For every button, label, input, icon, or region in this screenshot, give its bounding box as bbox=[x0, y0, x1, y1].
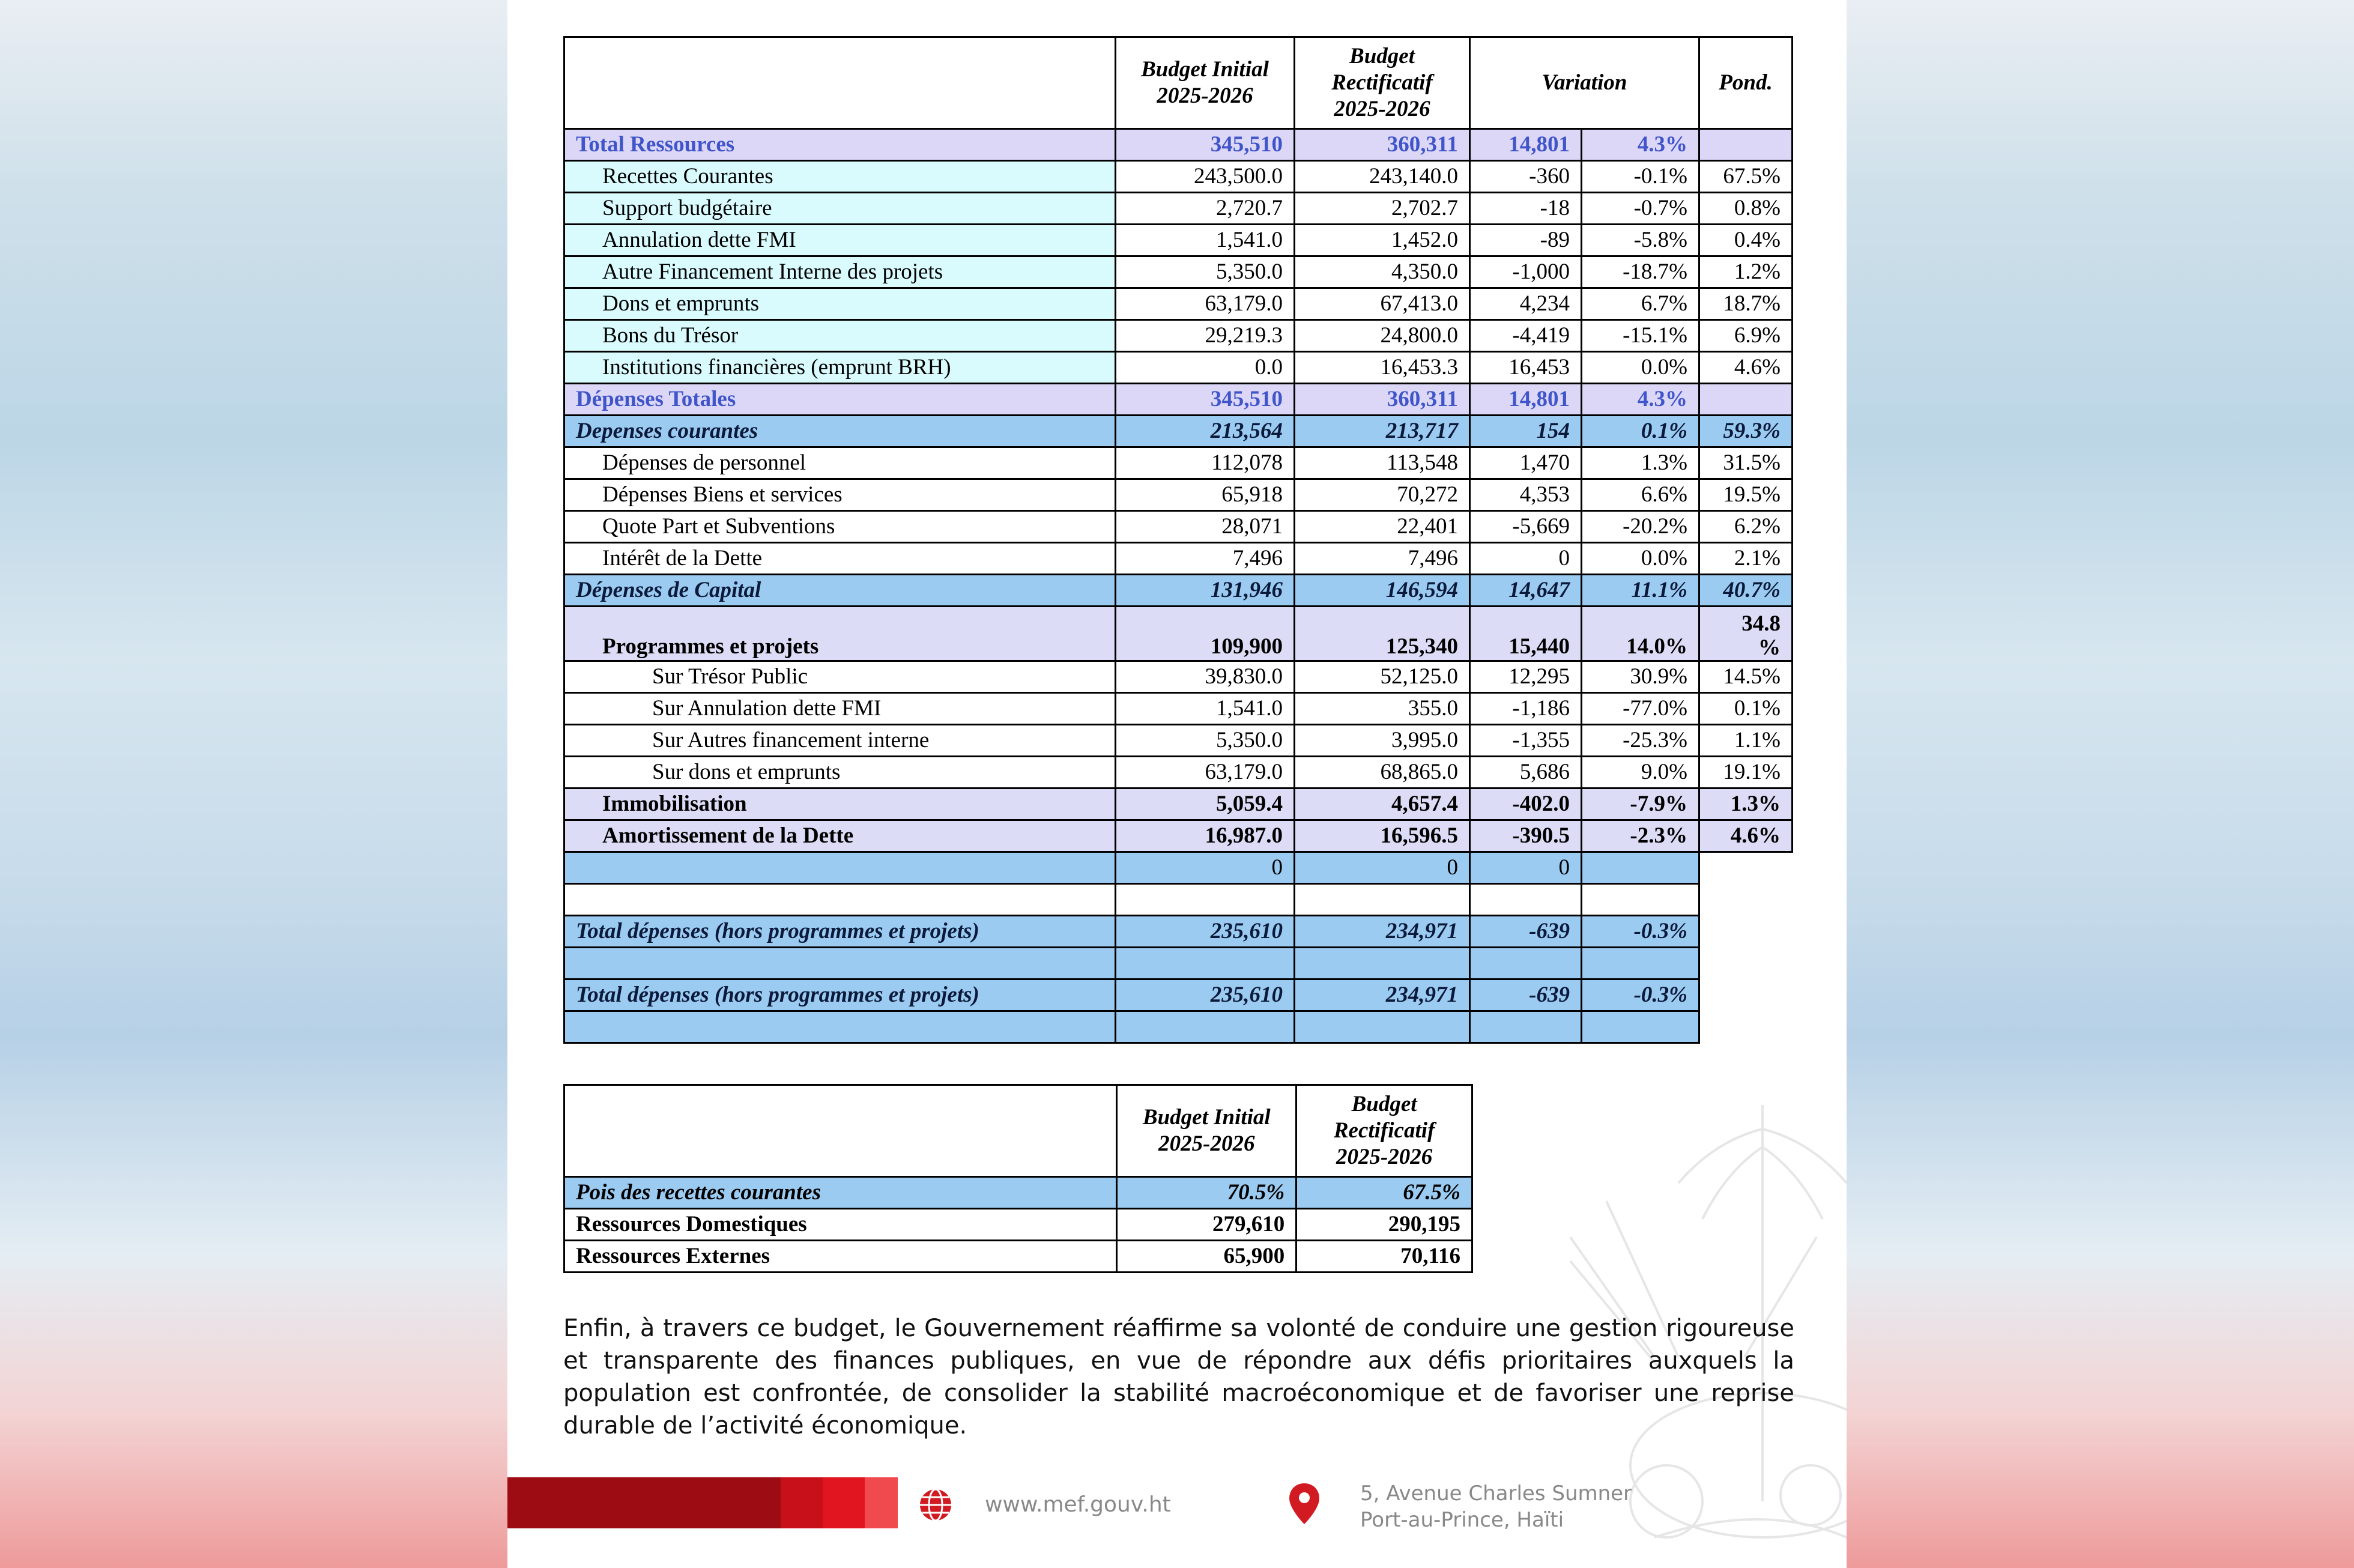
cell-c2: 4,657.4 bbox=[1295, 789, 1470, 820]
table-row bbox=[564, 661, 1793, 693]
cell-c5: 1.2% bbox=[1699, 256, 1793, 288]
row-label: Dons et emprunts bbox=[564, 288, 1116, 320]
row-label: Ressources Externes bbox=[564, 1241, 1117, 1273]
cell-c5: 6.2% bbox=[1699, 511, 1793, 543]
cell-c2: 113,548 bbox=[1295, 447, 1470, 479]
footer-address bbox=[1360, 1480, 1632, 1533]
table-row bbox=[564, 129, 1793, 161]
cell-c4: 0.0% bbox=[1582, 543, 1699, 575]
row-label: Recettes Courantes bbox=[564, 161, 1116, 193]
cell-c3 bbox=[1470, 1011, 1582, 1043]
cell-c3: 154 bbox=[1470, 416, 1582, 447]
cell-c2: 234,971 bbox=[1295, 916, 1470, 948]
cell-c4: 30.9% bbox=[1582, 661, 1699, 693]
cell-c2: 70,272 bbox=[1295, 479, 1470, 511]
footer-color-bar bbox=[865, 1477, 898, 1528]
cell-c1: 16,987.0 bbox=[1116, 820, 1295, 852]
cell-c1 bbox=[1116, 948, 1295, 979]
cell-c5: 14.5% bbox=[1699, 661, 1793, 693]
row-label bbox=[564, 948, 1116, 979]
cell-c2: 2,702.7 bbox=[1295, 193, 1470, 225]
website-link[interactable]: www.mef.gouv.ht bbox=[985, 1492, 1171, 1517]
table2-header-row bbox=[564, 1085, 1472, 1177]
cell-c1: 109,900 bbox=[1116, 607, 1295, 661]
cell-c4: -20.2% bbox=[1582, 511, 1699, 543]
cell-c1: 1,541.0 bbox=[1116, 225, 1295, 256]
row-label: Quote Part et Subventions bbox=[564, 511, 1116, 543]
cell-c1: 39,830.0 bbox=[1116, 661, 1295, 693]
cell-c5 bbox=[1699, 948, 1793, 979]
table-body bbox=[564, 129, 1793, 1043]
cell-c4 bbox=[1582, 884, 1699, 916]
cell-c3: -1,000 bbox=[1470, 256, 1582, 288]
row-label: Dépenses Totales bbox=[564, 384, 1116, 416]
row-label: Total dépenses (hors programmes et projets) bbox=[564, 979, 1116, 1011]
cell-c4: 6.7% bbox=[1582, 288, 1699, 320]
cell-c3: -639 bbox=[1470, 979, 1582, 1011]
row-label: Total dépenses (hors programmes et projets) bbox=[564, 916, 1116, 948]
cell-c2: 3,995.0 bbox=[1295, 725, 1470, 757]
cell-c2: 67,413.0 bbox=[1295, 288, 1470, 320]
cell-c4: 4.3% bbox=[1582, 384, 1699, 416]
cell-c5: 19.5% bbox=[1699, 479, 1793, 511]
cell-c2: 68,865.0 bbox=[1295, 757, 1470, 789]
cell-c5: 4.6% bbox=[1699, 352, 1793, 384]
table-row bbox=[564, 693, 1793, 725]
row-label: Annulation dette FMI bbox=[564, 225, 1116, 256]
cell-c4: -15.1% bbox=[1582, 320, 1699, 352]
cell-c5: 4.6% bbox=[1699, 820, 1793, 852]
header2-label bbox=[564, 1085, 1117, 1177]
table-row bbox=[564, 1011, 1793, 1043]
cell-c5: 67.5% bbox=[1699, 161, 1793, 193]
cell-c2: 16,453.3 bbox=[1295, 352, 1470, 384]
cell-c4 bbox=[1582, 1011, 1699, 1043]
cell-c3: 4,353 bbox=[1470, 479, 1582, 511]
closing-paragraph: Enfin, à travers ce budget, le Gouvernement réaffirme sa volonté de conduire une gestion rigoureuse et transparente des finances publiques, en vue de répondre aux défis prioritaires auxquels la population est confrontée, de consolider la stabilité macroéconomique et de favoriser une reprise durable de l’activité économique. bbox=[563, 1315, 1794, 1439]
cell-c4 bbox=[1582, 948, 1699, 979]
location-pin-icon bbox=[1288, 1482, 1321, 1525]
cell-c4: -77.0% bbox=[1582, 693, 1699, 725]
cell-c3: -18 bbox=[1470, 193, 1582, 225]
row-label bbox=[564, 884, 1116, 916]
cell-c2: 24,800.0 bbox=[1295, 320, 1470, 352]
table-row bbox=[564, 225, 1793, 256]
cell-c5: 40.7% bbox=[1699, 575, 1793, 607]
cell-c5: 31.5% bbox=[1699, 447, 1793, 479]
cell-c1: 5,350.0 bbox=[1116, 256, 1295, 288]
cell-c1: 2,720.7 bbox=[1116, 193, 1295, 225]
cell-c1 bbox=[1116, 1011, 1295, 1043]
cell-c1: 279,610 bbox=[1117, 1209, 1297, 1241]
cell-c3 bbox=[1470, 948, 1582, 979]
cell-c5 bbox=[1699, 884, 1793, 916]
cell-c5: 1.1% bbox=[1699, 725, 1793, 757]
cell-c3: -4,419 bbox=[1470, 320, 1582, 352]
cell-c2: 70,116 bbox=[1297, 1241, 1472, 1273]
cell-c4: 9.0% bbox=[1582, 757, 1699, 789]
header-budget-initial: Budget Initial 2025-2026 bbox=[1116, 37, 1295, 129]
cell-c1: 65,900 bbox=[1117, 1241, 1297, 1273]
table-row bbox=[564, 607, 1793, 661]
cell-c3: -390.5 bbox=[1470, 820, 1582, 852]
row-label: Total Ressources bbox=[564, 129, 1116, 161]
table-row bbox=[564, 852, 1793, 884]
cell-c2 bbox=[1295, 1011, 1470, 1043]
row-label: Programmes et projets bbox=[564, 607, 1116, 661]
table2-body bbox=[564, 1177, 1472, 1273]
cell-c2: 355.0 bbox=[1295, 693, 1470, 725]
cell-c5 bbox=[1699, 979, 1793, 1011]
footer-color-bar bbox=[507, 1477, 781, 1528]
cell-c1: 29,219.3 bbox=[1116, 320, 1295, 352]
resources-table bbox=[563, 1084, 1473, 1273]
cell-c4: 0.1% bbox=[1582, 416, 1699, 447]
cell-c2: 52,125.0 bbox=[1295, 661, 1470, 693]
header2-budget-rectificatif: Budget Rectificatif 2025-2026 bbox=[1297, 1085, 1472, 1177]
cell-c2: 16,596.5 bbox=[1295, 820, 1470, 852]
table-row bbox=[564, 979, 1793, 1011]
address-line-2: Port-au-Prince, Haïti bbox=[1360, 1508, 1564, 1532]
cell-c2: 146,594 bbox=[1295, 575, 1470, 607]
cell-c3: 14,647 bbox=[1470, 575, 1582, 607]
cell-c3: -89 bbox=[1470, 225, 1582, 256]
header-budget-rectificatif: Budget Rectificatif 2025-2026 bbox=[1295, 37, 1470, 129]
cell-c1: 0.0 bbox=[1116, 352, 1295, 384]
row-label: Dépenses de Capital bbox=[564, 575, 1116, 607]
cell-c4 bbox=[1582, 852, 1699, 884]
cell-c3: -1,186 bbox=[1470, 693, 1582, 725]
cell-c2: 4,350.0 bbox=[1295, 256, 1470, 288]
table2-row bbox=[564, 1209, 1472, 1241]
table-row bbox=[564, 161, 1793, 193]
cell-c2: 0 bbox=[1295, 852, 1470, 884]
header-label bbox=[564, 37, 1116, 129]
row-label: Intérêt de la Dette bbox=[564, 543, 1116, 575]
cell-c1: 65,918 bbox=[1116, 479, 1295, 511]
cell-c2: 1,452.0 bbox=[1295, 225, 1470, 256]
cell-c4: -0.3% bbox=[1582, 916, 1699, 948]
cell-c4: 14.0% bbox=[1582, 607, 1699, 661]
cell-c5: 0.4% bbox=[1699, 225, 1793, 256]
row-label: Dépenses Biens et services bbox=[564, 479, 1116, 511]
cell-c1: 5,350.0 bbox=[1116, 725, 1295, 757]
address-line-1: 5, Avenue Charles Sumner bbox=[1360, 1482, 1632, 1506]
cell-c1: 345,510 bbox=[1116, 129, 1295, 161]
row-label: Immobilisation bbox=[564, 789, 1116, 820]
cell-c4: -25.3% bbox=[1582, 725, 1699, 757]
cell-c5: 19.1% bbox=[1699, 757, 1793, 789]
table-row bbox=[564, 193, 1793, 225]
cell-c4: -0.3% bbox=[1582, 979, 1699, 1011]
cell-c5 bbox=[1699, 916, 1793, 948]
cell-c3: 0 bbox=[1470, 543, 1582, 575]
table-header-row bbox=[564, 37, 1793, 129]
row-label: Support budgétaire bbox=[564, 193, 1116, 225]
cell-c2: 213,717 bbox=[1295, 416, 1470, 447]
cell-c2: 360,311 bbox=[1295, 384, 1470, 416]
row-label: Amortissement de la Dette bbox=[564, 820, 1116, 852]
cell-c2: 67.5% bbox=[1297, 1177, 1472, 1209]
table-row bbox=[564, 948, 1793, 979]
cell-c3: 14,801 bbox=[1470, 129, 1582, 161]
cell-c4: 11.1% bbox=[1582, 575, 1699, 607]
footer-color-bar bbox=[823, 1477, 865, 1528]
row-label: Sur Annulation dette FMI bbox=[564, 693, 1116, 725]
row-label: Sur dons et emprunts bbox=[564, 757, 1116, 789]
table-row bbox=[564, 447, 1793, 479]
table-row bbox=[564, 543, 1793, 575]
table-row bbox=[564, 416, 1793, 447]
row-label: Pois des recettes courantes bbox=[564, 1177, 1117, 1209]
cell-c1: 345,510 bbox=[1116, 384, 1295, 416]
table-row bbox=[564, 757, 1793, 789]
cell-c1: 0 bbox=[1116, 852, 1295, 884]
cell-c1: 213,564 bbox=[1116, 416, 1295, 447]
cell-c1: 63,179.0 bbox=[1116, 288, 1295, 320]
cell-c1: 7,496 bbox=[1116, 543, 1295, 575]
cell-c3: 0 bbox=[1470, 852, 1582, 884]
footer-color-bar bbox=[781, 1477, 823, 1528]
cell-c4: -18.7% bbox=[1582, 256, 1699, 288]
cell-c3: 4,234 bbox=[1470, 288, 1582, 320]
table-row bbox=[564, 820, 1793, 852]
cell-c3 bbox=[1470, 884, 1582, 916]
table-row bbox=[564, 725, 1793, 757]
row-label: Sur Autres financement interne bbox=[564, 725, 1116, 757]
cell-c5: 0.1% bbox=[1699, 693, 1793, 725]
table-row bbox=[564, 916, 1793, 948]
cell-c5 bbox=[1699, 1011, 1793, 1043]
row-label: Depenses courantes bbox=[564, 416, 1116, 447]
row-label: Bons du Trésor bbox=[564, 320, 1116, 352]
cell-c3: -5,669 bbox=[1470, 511, 1582, 543]
cell-c5: 2.1% bbox=[1699, 543, 1793, 575]
cell-c1: 235,610 bbox=[1116, 979, 1295, 1011]
cell-c5 bbox=[1699, 129, 1793, 161]
cell-c5 bbox=[1699, 852, 1793, 884]
cell-c4: -0.1% bbox=[1582, 161, 1699, 193]
cell-c5: 1.3% bbox=[1699, 789, 1793, 820]
table-row bbox=[564, 384, 1793, 416]
cell-c5 bbox=[1699, 384, 1793, 416]
row-label: Dépenses de personnel bbox=[564, 447, 1116, 479]
cell-c3: 15,440 bbox=[1470, 607, 1582, 661]
cell-c5: 18.7% bbox=[1699, 288, 1793, 320]
row-label: Institutions financières (emprunt BRH) bbox=[564, 352, 1116, 384]
table-row bbox=[564, 320, 1793, 352]
cell-c5: 6.9% bbox=[1699, 320, 1793, 352]
cell-c2: 290,195 bbox=[1297, 1209, 1472, 1241]
cell-c1: 243,500.0 bbox=[1116, 161, 1295, 193]
cell-c3: -639 bbox=[1470, 916, 1582, 948]
table-row bbox=[564, 288, 1793, 320]
cell-c1: 235,610 bbox=[1116, 916, 1295, 948]
header-pond: Pond. bbox=[1699, 37, 1793, 129]
cell-c4: 6.6% bbox=[1582, 479, 1699, 511]
budget-table bbox=[563, 36, 1793, 1044]
cell-c2: 234,971 bbox=[1295, 979, 1470, 1011]
row-label: Sur Trésor Public bbox=[564, 661, 1116, 693]
cell-c1: 70.5% bbox=[1117, 1177, 1297, 1209]
cell-c4: 1.3% bbox=[1582, 447, 1699, 479]
row-label: Autre Financement Interne des projets bbox=[564, 256, 1116, 288]
cell-c4: -2.3% bbox=[1582, 820, 1699, 852]
globe-icon bbox=[918, 1487, 954, 1523]
cell-c4: 0.0% bbox=[1582, 352, 1699, 384]
table-row bbox=[564, 884, 1793, 916]
table2-row bbox=[564, 1241, 1472, 1273]
cell-c1: 131,946 bbox=[1116, 575, 1295, 607]
cell-c1: 112,078 bbox=[1116, 447, 1295, 479]
cell-c2: 243,140.0 bbox=[1295, 161, 1470, 193]
row-label bbox=[564, 852, 1116, 884]
table-row bbox=[564, 479, 1793, 511]
cell-c1: 63,179.0 bbox=[1116, 757, 1295, 789]
cell-c2: 360,311 bbox=[1295, 129, 1470, 161]
cell-c5: 59.3% bbox=[1699, 416, 1793, 447]
cell-c2 bbox=[1295, 948, 1470, 979]
cell-c3: 12,295 bbox=[1470, 661, 1582, 693]
cell-c1: 28,071 bbox=[1116, 511, 1295, 543]
cell-c2: 22,401 bbox=[1295, 511, 1470, 543]
cell-c3: -402.0 bbox=[1470, 789, 1582, 820]
table-row bbox=[564, 575, 1793, 607]
cell-c4: -5.8% bbox=[1582, 225, 1699, 256]
cell-c1 bbox=[1116, 884, 1295, 916]
cell-c4: 4.3% bbox=[1582, 129, 1699, 161]
table-row bbox=[564, 256, 1793, 288]
row-label: Ressources Domestiques bbox=[564, 1209, 1117, 1241]
cell-c3: 14,801 bbox=[1470, 384, 1582, 416]
cell-c3: -360 bbox=[1470, 161, 1582, 193]
table-row bbox=[564, 789, 1793, 820]
cell-c2: 125,340 bbox=[1295, 607, 1470, 661]
header2-budget-initial: Budget Initial 2025-2026 bbox=[1117, 1085, 1297, 1177]
cell-c4: -0.7% bbox=[1582, 193, 1699, 225]
cell-c3: 16,453 bbox=[1470, 352, 1582, 384]
cell-c3: 1,470 bbox=[1470, 447, 1582, 479]
cell-c2: 7,496 bbox=[1295, 543, 1470, 575]
cell-c2 bbox=[1295, 884, 1470, 916]
cell-c3: 5,686 bbox=[1470, 757, 1582, 789]
cell-c5: 34.8 % bbox=[1699, 607, 1793, 661]
cell-c4: -7.9% bbox=[1582, 789, 1699, 820]
cell-c1: 1,541.0 bbox=[1116, 693, 1295, 725]
table2-row bbox=[564, 1177, 1472, 1209]
table-row bbox=[564, 352, 1793, 384]
cell-c5: 0.8% bbox=[1699, 193, 1793, 225]
table-row bbox=[564, 511, 1793, 543]
cell-c1: 5,059.4 bbox=[1116, 789, 1295, 820]
header-variation: Variation bbox=[1470, 37, 1699, 129]
document-page bbox=[507, 0, 1847, 1568]
row-label bbox=[564, 1011, 1116, 1043]
cell-c3: -1,355 bbox=[1470, 725, 1582, 757]
